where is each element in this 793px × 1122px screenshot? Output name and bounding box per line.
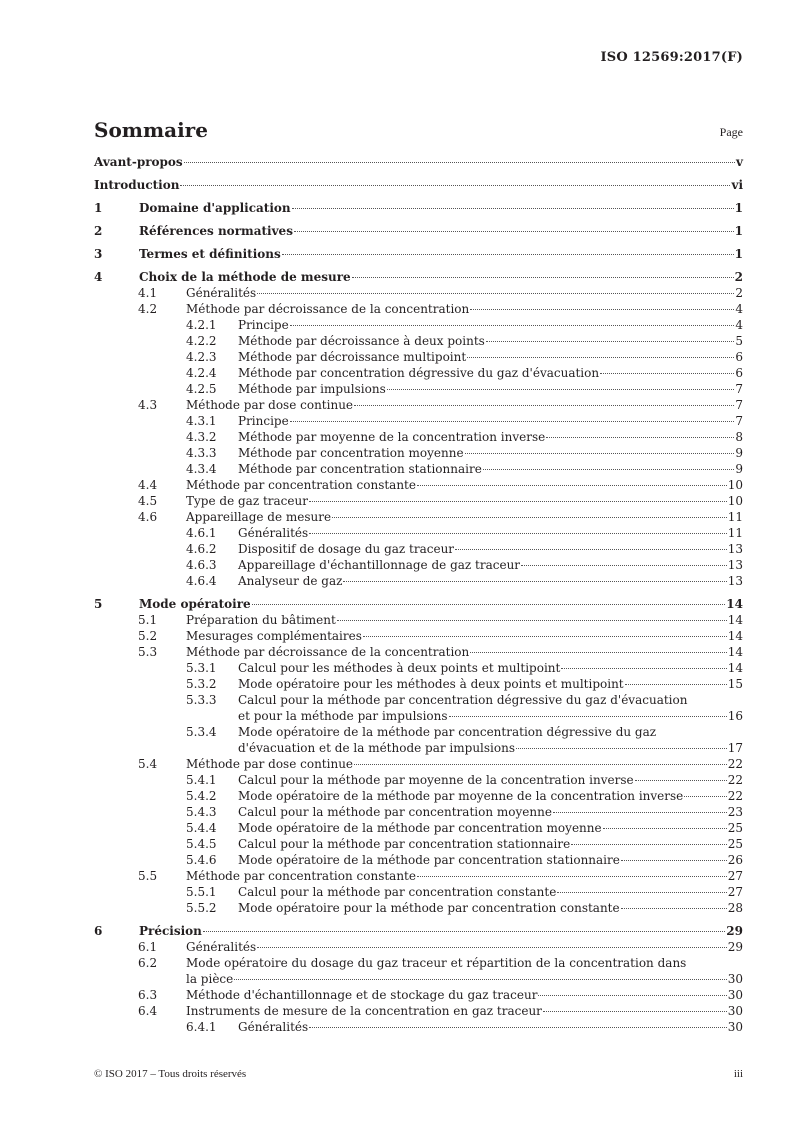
toc-entry-number: 6.4.1 (186, 1020, 217, 1034)
toc-entry-number: 6 (94, 924, 103, 938)
toc-entry[interactable] (94, 349, 743, 365)
toc-entry[interactable] (94, 246, 743, 262)
toc-entry-number: 4.3 (138, 398, 158, 412)
toc-entry-page: 22 (727, 789, 743, 803)
toc-entry-page: 17 (727, 741, 743, 755)
toc-entry-number: 1 (94, 201, 103, 215)
toc-entry-title: Références normatives (139, 224, 293, 238)
dot-leader (571, 844, 727, 845)
toc-entry-number: 5.4.6 (186, 853, 217, 867)
toc-entry-title: Méthode par décroissance à deux points (238, 334, 485, 348)
toc-entry-title: Méthode par concentration constante (186, 478, 416, 492)
toc-entry-page: 22 (727, 757, 743, 771)
toc-entry-number: 5.3 (138, 645, 158, 659)
dot-leader (180, 185, 730, 186)
toc-entry-number: 6.2 (138, 956, 158, 970)
dot-leader (465, 453, 735, 454)
dot-leader (553, 812, 727, 813)
dot-leader (332, 517, 727, 518)
toc-entry[interactable] (94, 820, 743, 836)
dot-leader (309, 533, 727, 534)
footer-page-number: iii (733, 1068, 743, 1080)
toc-entry-title: Instruments de mesure de la concentration en gaz traceur (186, 1004, 542, 1018)
dot-leader (470, 652, 726, 653)
toc-entry[interactable] (94, 429, 743, 445)
toc-entry-page: 29 (727, 940, 743, 954)
toc-entry-page: 8 (735, 430, 743, 444)
toc-entry-number: 4.6.4 (186, 574, 217, 588)
dot-leader (292, 208, 734, 209)
toc-entry[interactable] (94, 692, 743, 724)
toc-entry[interactable] (94, 1003, 743, 1019)
toc-entry-title: Termes et définitions (139, 247, 281, 261)
toc-entry-page: 14 (727, 661, 743, 675)
table-of-contents (94, 154, 743, 1035)
dot-leader (561, 668, 726, 669)
toc-entry-number: 5.3.4 (186, 725, 217, 739)
toc-entry-page: 14 (726, 597, 743, 611)
toc-entry-title: Généralités (186, 286, 257, 300)
toc-entry-number: 5.4.5 (186, 837, 217, 851)
toc-entry-title: Calcul pour la méthode par concentration stationnaire (238, 837, 571, 851)
toc-entry[interactable] (94, 596, 743, 612)
toc-entry-title: Précision (139, 924, 202, 938)
toc-entry[interactable] (94, 900, 743, 916)
toc-entry-title: Calcul pour la méthode par moyenne de la concentration inverse (238, 773, 634, 787)
toc-entry-title: Mode opératoire pour les méthodes à deux points et multipoint (238, 677, 624, 691)
dot-leader (354, 405, 734, 406)
toc-entry[interactable] (94, 852, 743, 868)
toc-entry-title: Mesurages complémentaires (186, 629, 362, 643)
dot-leader (621, 908, 727, 909)
toc-entry[interactable] (94, 788, 743, 804)
toc-entry-title: Méthode par concentration stationnaire (238, 462, 482, 476)
toc-entry[interactable] (94, 1019, 743, 1035)
dot-leader (387, 389, 735, 390)
toc-entry-title: Domaine d'application (139, 201, 291, 215)
toc-entry[interactable] (94, 772, 743, 788)
toc-entry-title: Généralités (238, 1020, 309, 1034)
toc-entry-number: 5.3.3 (186, 693, 217, 707)
page-column-label: Page (719, 125, 743, 139)
toc-entry-page: 13 (727, 542, 743, 556)
toc-entry-number: 4.1 (138, 286, 158, 300)
toc-entry-number: 4.6.3 (186, 558, 217, 572)
toc-entry-page: 25 (727, 821, 743, 835)
toc-entry-number: 6.3 (138, 988, 158, 1002)
dot-leader (290, 325, 735, 326)
toc-entry-number: 5.4.1 (186, 773, 217, 787)
toc-entry-title: Principe (238, 318, 289, 332)
toc-entry-number: 2 (94, 224, 103, 238)
toc-entry-title: la pièce (186, 972, 234, 986)
toc-entry[interactable] (94, 317, 743, 333)
toc-entry[interactable] (94, 573, 743, 589)
toc-entry-title: Généralités (186, 940, 257, 954)
dot-leader (354, 764, 727, 765)
toc-entry[interactable] (94, 660, 743, 676)
toc-entry-title: Méthode par dose continue (186, 757, 354, 771)
toc-entry-number: 4.6 (138, 510, 158, 524)
toc-entry[interactable] (94, 154, 743, 170)
page-title: Sommaire (94, 118, 208, 142)
dot-leader (309, 1027, 727, 1028)
toc-entry-title: Analyseur de gaz (238, 574, 343, 588)
toc-entry[interactable] (94, 397, 743, 413)
toc-entry-page: 9 (735, 446, 743, 460)
toc-entry-title: Méthode par concentration constante (186, 869, 416, 883)
toc-entry-page: 7 (735, 414, 743, 428)
dot-leader (417, 876, 727, 877)
toc-entry-number: 4.5 (138, 494, 158, 508)
toc-entry-title: Méthode par dose continue (186, 398, 354, 412)
toc-entry-page: 1 (734, 224, 743, 238)
toc-entry-number: 6.4 (138, 1004, 158, 1018)
toc-entry-number: 5.2 (138, 629, 158, 643)
toc-entry-title: Méthode par concentration moyenne (238, 446, 464, 460)
toc-entry-number: 5.5 (138, 869, 158, 883)
dot-leader (483, 469, 735, 470)
dot-leader (557, 892, 726, 893)
toc-entry[interactable] (94, 939, 743, 955)
toc-entry-title: Mode opératoire de la méthode par moyenne de la concentration inverse (238, 789, 684, 803)
toc-entry-title: Introduction (94, 178, 180, 192)
toc-entry[interactable] (94, 301, 743, 317)
toc-entry-title: Choix de la méthode de mesure (139, 270, 351, 284)
toc-entry[interactable] (94, 381, 743, 397)
toc-entry-number: 4.6.1 (186, 526, 217, 540)
toc-entry-page: 15 (727, 677, 743, 691)
dot-leader (309, 501, 727, 502)
toc-entry-title: Méthode par décroissance de la concentration (186, 645, 470, 659)
toc-entry[interactable] (94, 836, 743, 852)
toc-entry-number: 5.4.2 (186, 789, 217, 803)
toc-entry-title: Principe (238, 414, 289, 428)
toc-entry-page: 6 (735, 350, 743, 364)
toc-entry-title: Méthode par impulsions (238, 382, 386, 396)
toc-entry-number: 4.2.2 (186, 334, 217, 348)
dot-leader (600, 373, 734, 374)
toc-entry[interactable] (94, 612, 743, 628)
toc-entry-page: vi (731, 178, 743, 192)
toc-entry-title: Calcul pour la méthode par concentration dégressive du gaz d'évacuation (238, 693, 688, 707)
toc-entry-title: Méthode par décroissance multipoint (238, 350, 467, 364)
dot-leader (635, 780, 727, 781)
toc-entry-page: 6 (735, 366, 743, 380)
dot-leader (621, 860, 727, 861)
toc-entry-page: 9 (735, 462, 743, 476)
toc-entry[interactable] (94, 269, 743, 285)
dot-leader (546, 437, 734, 438)
dot-leader (234, 979, 726, 980)
toc-entry-title: Calcul pour la méthode par concentration constante (238, 885, 557, 899)
toc-entry-page: 11 (727, 510, 743, 524)
dot-leader (625, 684, 727, 685)
toc-entry[interactable] (94, 200, 743, 216)
toc-entry-title: Mode opératoire de la méthode par concentration stationnaire (238, 853, 620, 867)
toc-entry-title: Mode opératoire de la méthode par concentration dégressive du gaz (238, 725, 657, 739)
toc-entry-title: Appareillage de mesure (186, 510, 332, 524)
toc-entry-page: 7 (735, 398, 743, 412)
toc-entry-number: 5 (94, 597, 103, 611)
toc-entry-number: 5.3.2 (186, 677, 217, 691)
toc-entry-page: 13 (727, 558, 743, 572)
toc-entry[interactable] (94, 509, 743, 525)
toc-entry-number: 5.1 (138, 613, 158, 627)
toc-entry-page: 23 (727, 805, 743, 819)
toc-entry-number: 5.4.4 (186, 821, 217, 835)
dot-leader (538, 995, 726, 996)
document-id-header: ISO 12569:2017(F) (600, 50, 743, 65)
toc-entry-number: 4.2.1 (186, 318, 217, 332)
toc-entry-page: 4 (735, 302, 743, 316)
toc-entry-page: 30 (727, 1020, 743, 1034)
toc-entry[interactable] (94, 365, 743, 381)
toc-entry[interactable] (94, 461, 743, 477)
dot-leader (363, 636, 727, 637)
toc-entry-number: 5.5.2 (186, 901, 217, 915)
toc-entry[interactable] (94, 884, 743, 900)
toc-entry[interactable] (94, 541, 743, 557)
title-row (94, 114, 743, 142)
toc-entry-number: 5.4 (138, 757, 158, 771)
dot-leader (684, 796, 726, 797)
toc-entry[interactable] (94, 413, 743, 429)
toc-entry-number: 4.3.3 (186, 446, 217, 460)
dot-leader (486, 341, 735, 342)
toc-entry[interactable] (94, 987, 743, 1003)
toc-entry-page: 26 (727, 853, 743, 867)
toc-entry[interactable] (94, 177, 743, 193)
toc-entry-title: Préparation du bâtiment (186, 613, 336, 627)
toc-entry-title: Appareillage d'échantillonnage de gaz traceur (238, 558, 521, 572)
toc-entry-number: 4.2.3 (186, 350, 217, 364)
toc-entry-number: 4.3.2 (186, 430, 217, 444)
dot-leader (294, 231, 734, 232)
footer-copyright: © ISO 2017 – Tous droits réservés (94, 1068, 247, 1080)
toc-entry-page: 27 (727, 885, 743, 899)
toc-entry-page: 2 (734, 270, 743, 284)
toc-entry-title: et pour la méthode par impulsions (238, 709, 448, 723)
toc-entry-number: 4.2 (138, 302, 158, 316)
toc-entry-page: 30 (727, 972, 743, 986)
dot-leader (543, 1011, 727, 1012)
toc-entry-title: Méthode par décroissance de la concentration (186, 302, 470, 316)
toc-entry-page: 25 (727, 837, 743, 851)
dot-leader (603, 828, 727, 829)
toc-entry-number: 5.4.3 (186, 805, 217, 819)
dot-leader (203, 931, 725, 932)
dot-leader (467, 357, 734, 358)
dot-leader (449, 716, 727, 717)
toc-entry-page: 11 (727, 526, 743, 540)
toc-entry-number: 4.3.1 (186, 414, 217, 428)
toc-entry-number: 4.2.4 (186, 366, 217, 380)
toc-entry-title: Type de gaz traceur (186, 494, 308, 508)
dot-leader (257, 293, 734, 294)
toc-entry-page: 2 (735, 286, 743, 300)
toc-entry-page: 4 (735, 318, 743, 332)
toc-entry-page: 29 (726, 924, 743, 938)
toc-entry-title: Calcul pour la méthode par concentration moyenne (238, 805, 552, 819)
toc-entry-title: Méthode par concentration dégressive du gaz d'évacuation (238, 366, 600, 380)
toc-entry-number: 4 (94, 270, 103, 284)
dot-leader (470, 309, 734, 310)
toc-entry-page: 14 (727, 613, 743, 627)
toc-entry-page: 27 (727, 869, 743, 883)
toc-entry-number: 4.2.5 (186, 382, 217, 396)
toc-entry[interactable] (94, 477, 743, 493)
toc-entry[interactable] (94, 493, 743, 509)
dot-leader (521, 565, 727, 566)
dot-leader (290, 421, 735, 422)
toc-entry[interactable] (94, 868, 743, 884)
toc-entry[interactable] (94, 644, 743, 660)
toc-entry-title: Mode opératoire pour la méthode par concentration constante (238, 901, 620, 915)
toc-entry[interactable] (94, 445, 743, 461)
toc-entry-title: Généralités (238, 526, 309, 540)
toc-entry[interactable] (94, 557, 743, 573)
dot-leader (352, 277, 734, 278)
toc-entry[interactable] (94, 923, 743, 939)
toc-entry-title: Calcul pour les méthodes à deux points et multipoint (238, 661, 561, 675)
dot-leader (337, 620, 727, 621)
dot-leader (282, 254, 734, 255)
toc-entry[interactable] (94, 628, 743, 644)
toc-entry-page: 10 (727, 478, 743, 492)
toc-entry-title: Dispositif de dosage du gaz traceur (238, 542, 455, 556)
toc-entry-page: 14 (727, 629, 743, 643)
toc-entry-title: Mode opératoire de la méthode par concentration moyenne (238, 821, 602, 835)
toc-entry[interactable] (94, 333, 743, 349)
toc-entry-title: Avant-propos (94, 155, 183, 169)
toc-entry-page: 10 (727, 494, 743, 508)
toc-entry-number: 5.5.1 (186, 885, 217, 899)
toc-entry-page: 5 (735, 334, 743, 348)
toc-entry[interactable] (94, 756, 743, 772)
toc-entry-page: 1 (734, 201, 743, 215)
dot-leader (252, 604, 726, 605)
toc-entry-number: 4.4 (138, 478, 158, 492)
dot-leader (257, 947, 727, 948)
dot-leader (516, 748, 727, 749)
toc-entry[interactable] (94, 285, 743, 301)
toc-entry-page: 14 (727, 645, 743, 659)
toc-entry[interactable] (94, 223, 743, 239)
toc-entry-page: 13 (727, 574, 743, 588)
toc-entry-page: 22 (727, 773, 743, 787)
toc-entry-page: 28 (727, 901, 743, 915)
toc-entry-page: 30 (727, 988, 743, 1002)
toc-entry[interactable] (94, 525, 743, 541)
toc-entry-number: 5.3.1 (186, 661, 217, 675)
toc-entry-number: 4.6.2 (186, 542, 217, 556)
toc-entry-number: 6.1 (138, 940, 158, 954)
toc-entry[interactable] (94, 804, 743, 820)
toc-entry-title: Mode opératoire (139, 597, 251, 611)
toc-entry-title: Mode opératoire du dosage du gaz traceur et répartition de la concentration dans (186, 956, 687, 970)
toc-entry-page: 7 (735, 382, 743, 396)
toc-entry-page: 1 (734, 247, 743, 261)
toc-entry-page: v (736, 155, 743, 169)
toc-entry[interactable] (94, 724, 743, 756)
toc-entry-title: Méthode par moyenne de la concentration inverse (238, 430, 546, 444)
dot-leader (184, 162, 735, 163)
dot-leader (417, 485, 727, 486)
toc-entry-page: 30 (727, 1004, 743, 1018)
dot-leader (343, 581, 726, 582)
toc-entry-number: 3 (94, 247, 103, 261)
toc-entry-title: Méthode d'échantillonnage et de stockage du gaz traceur (186, 988, 538, 1002)
toc-entry-page: 16 (727, 709, 743, 723)
toc-entry[interactable] (94, 676, 743, 692)
toc-entry-number: 4.3.4 (186, 462, 217, 476)
toc-entry[interactable] (94, 955, 743, 987)
toc-entry-title: d'évacuation et de la méthode par impulsions (238, 741, 516, 755)
dot-leader (455, 549, 727, 550)
